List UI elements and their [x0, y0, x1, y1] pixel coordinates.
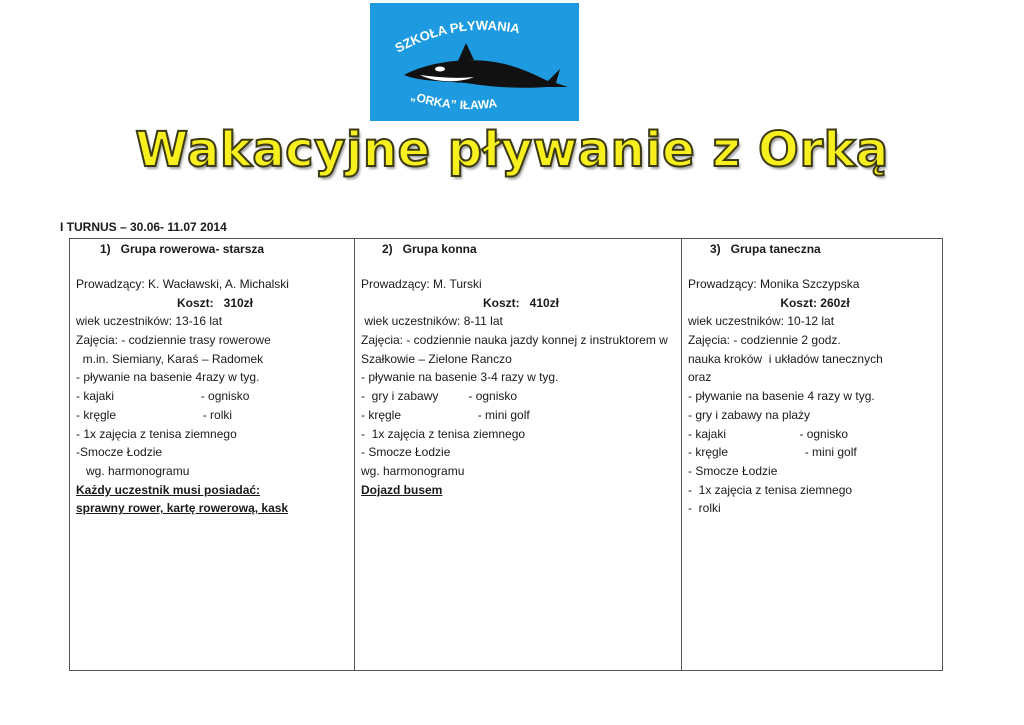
age-line: wiek uczestników: 10-12 lat — [688, 314, 835, 329]
page-title: Wakacyjne pływanie z Orką — [135, 122, 889, 178]
age-line: wiek uczestników: 8-11 lat — [361, 314, 503, 329]
orka-logo — [370, 3, 579, 121]
detail-line: Zajęcia: - codziennie nauka jazdy konnej z instruktorem w — [361, 333, 668, 348]
detail-line: - pływanie na basenie 3-4 razy w tyg. — [361, 370, 559, 385]
instructor-line: Prowadzący: K. Wacławski, A. Michalski — [76, 277, 289, 291]
cost-line: Koszt: 410zł — [482, 295, 560, 310]
age-line: wiek uczestników: 13-16 lat — [76, 314, 223, 329]
detail-line: - 1x zajęcia z tenisa ziemnego — [76, 426, 237, 441]
detail-line: - pływanie na basenie 4 razy w tyg. — [688, 389, 875, 404]
group-cell-dance — [682, 239, 943, 671]
detail-line: - kręgle - mini golf — [361, 407, 530, 422]
detail-line: - 1x zajęcia z tenisa ziemnego — [361, 426, 526, 441]
group-header: 3) Grupa taneczna — [710, 242, 821, 256]
group-header: 2) Grupa konna — [382, 242, 477, 256]
detail-line: Zajęcia: - codziennie trasy rowerowe — [76, 333, 271, 348]
detail-line: -Smocze Łodzie — [76, 445, 163, 460]
detail-line: wg. harmonogramu — [76, 463, 190, 478]
detail-line: - kajaki - ognisko — [688, 426, 849, 441]
logo-bottom-text: „ORKA” IŁAWA — [409, 88, 498, 113]
detail-line: - Smocze Łodzie — [361, 445, 451, 460]
group-cell-horse — [355, 239, 682, 671]
requirement-line: Każdy uczestnik musi posiadać: — [76, 482, 261, 497]
detail-line: - kręgle - mini golf — [688, 445, 857, 460]
requirement-line: sprawny rower, kartę rowerową, kask — [76, 501, 289, 516]
cost-line: Koszt: 310zł — [176, 295, 254, 310]
group-details — [682, 275, 942, 518]
transport-line: Dojazd busem — [361, 482, 443, 497]
detail-line: Szałkowie – Zielone Ranczo — [361, 351, 512, 366]
detail-line: - rolki — [688, 501, 721, 516]
instructor-line: Prowadzący: M. Turski — [361, 277, 482, 291]
detail-line: wg. harmonogramu — [361, 463, 465, 478]
detail-line: nauka kroków i układów tanecznych — [688, 351, 883, 366]
detail-line: - 1x zajęcia z tenisa ziemnego — [688, 482, 853, 497]
detail-line: oraz — [688, 370, 712, 385]
group-cell-cycling — [70, 239, 355, 671]
group-details — [355, 275, 681, 499]
group-header: 1) Grupa rowerowa- starsza — [100, 242, 265, 256]
turnus-heading: I TURNUS – 30.06- 11.07 2014 — [60, 220, 227, 234]
logo-top-text: SZKOŁA PŁYWANIA — [392, 17, 522, 56]
group-details — [70, 275, 354, 518]
detail-line: m.in. Siemiany, Karaś – Radomek — [76, 351, 264, 366]
groups-table — [69, 238, 943, 671]
detail-line: - kajaki - ognisko — [76, 389, 250, 404]
detail-line: - gry i zabawy na plaży — [688, 407, 811, 422]
cost-line: Koszt: 260zł — [780, 295, 850, 310]
detail-line: - pływanie na basenie 4razy w tyg. — [76, 370, 260, 385]
detail-line: - Smocze Łodzie — [688, 463, 778, 478]
detail-line: Zajęcia: - codziennie 2 godz. — [688, 333, 841, 348]
detail-line: - gry i zabawy - ognisko — [361, 389, 518, 404]
orca-whale-icon — [370, 3, 579, 121]
instructor-line: Prowadzący: Monika Szczypska — [688, 277, 860, 291]
detail-line: - kręgle - rolki — [76, 407, 233, 422]
